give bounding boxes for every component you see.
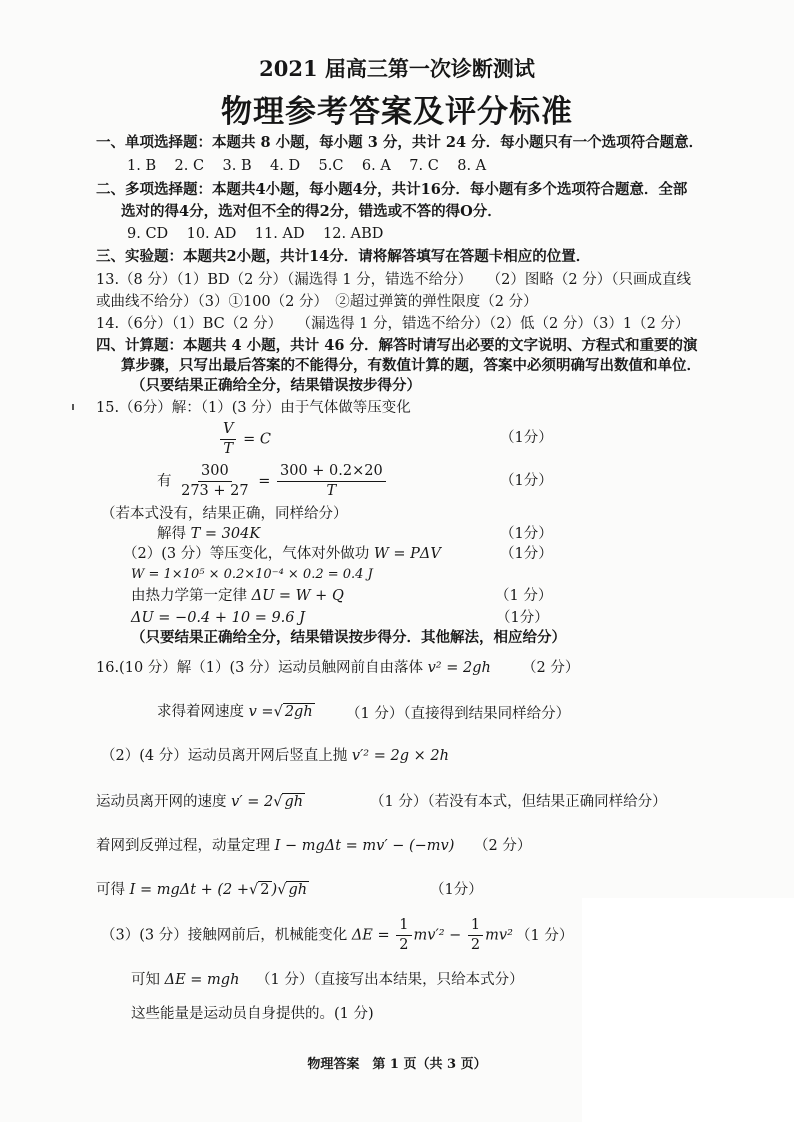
q16-line7-lhs: ΔE = <box>351 927 390 944</box>
q16-line8-eq: ΔE = mgh <box>164 972 240 988</box>
section2-answers: 9. CD 10. AD 11. AD 12. ABD <box>127 226 384 242</box>
q15-eq5-expr: ΔU = W + Q <box>251 588 344 604</box>
q15-eq2-fraction1 <box>178 462 252 501</box>
q16-line7-fraction2 <box>468 916 483 955</box>
q15-eq1-fraction <box>220 420 236 459</box>
q15-part2-score: （1分） <box>500 546 553 562</box>
section2-heading-line1: 二、多项选择题：本题共4小题，每小题4分，共计16分．每小题有多个选项符合题意．全部 <box>96 181 688 198</box>
q15-eq2-score: （1分） <box>500 473 553 489</box>
q16-line2-radicand: 2gh <box>284 704 313 720</box>
q16-line3 <box>101 746 449 766</box>
q15-intro: 15.（6分）解：（1）(3 分）由于气体做等压变化 <box>96 400 411 416</box>
q15-eq5-score: （1 分） <box>495 588 553 604</box>
q15-note1: （若本式没有，结果正确，同样给分） <box>101 506 348 522</box>
q16-intro-score: （2 分） <box>522 660 580 676</box>
q15-eq2-equals: = <box>258 473 271 490</box>
q16-intro-prefix: 16.(10 分）解（1）(3 分）运动员触网前自由落体 <box>96 660 423 676</box>
q14-line: 14.（6分）（1）BC（2 分） （漏选得 1 分，错选不给分）（2）低（2 分）（3）1（2 分） <box>96 316 690 332</box>
q16-line7-term1: mv′² <box>413 927 445 944</box>
q16-line5-score: （2 分） <box>474 838 532 854</box>
q15-eq2-prefix: 有 <box>157 473 172 490</box>
q15-eq3-prefix: 解得 <box>157 526 186 542</box>
q16-line5-prefix: 着网到反弹过程，动量定理 <box>96 838 270 854</box>
q15-eq4-expr: W = 1×10⁵ × 0.2×10⁻⁴ × 0.2 = 0.4 J <box>131 567 373 582</box>
page-footer: 物理答案 第 1 页（共 3 页） <box>307 1057 487 1072</box>
q16-line6-eq-a: I = mgΔt + (2 + <box>129 882 250 898</box>
q16-line2-prefix: 求得着网速度 <box>157 704 244 720</box>
q15-eq4 <box>131 566 373 584</box>
q15-part2-eq: W = PΔV <box>373 546 441 562</box>
q16-line7-frac2-den: 2 <box>470 937 481 953</box>
q15-eq1-numerator: V <box>220 420 236 440</box>
section4-heading-line3: （只要结果正确给全分，结果错误按步得分） <box>131 377 421 394</box>
q15-note2: （只要结果正确给全分，结果错误按步得分．其他解法，相应给分） <box>131 629 566 646</box>
q16-line2-score: （1 分）（直接得到结果同样给分） <box>346 706 571 722</box>
q15-eq5-prefix: 由热力学第一定律 <box>131 588 247 604</box>
q15-eq3-expr: T = 304K <box>190 526 261 542</box>
q16-line6 <box>96 880 309 900</box>
q16-line2-lhs: v = <box>248 704 274 720</box>
q16-line6-eq-b: ) <box>271 882 278 898</box>
q15-eq5 <box>131 586 344 606</box>
q15-eq6-expr: ΔU = −0.4 + 10 = 9.6 J <box>131 610 305 626</box>
q16-line7-minus: − <box>449 927 462 944</box>
q15-part2-prefix: （2）(3 分）等压变化，气体对外做功 <box>123 546 370 562</box>
document-title: 物理参考答案及评分标准 <box>221 94 573 130</box>
blank-area <box>582 898 794 1122</box>
q16-line7-frac1-den: 2 <box>399 937 409 953</box>
q15-eq1-denominator: T <box>223 441 234 457</box>
q15-part2 <box>123 544 441 564</box>
q16-line7-frac1-num: 1 <box>396 916 411 936</box>
q15-eq2-num2: 300 + 0.2×20 <box>277 462 386 482</box>
q16-line7-fraction1 <box>396 916 411 955</box>
section2-heading-line2: 选对的得4分，选对但不全的得2分，错选或不答的得O分． <box>121 203 502 220</box>
q16-line4-radicand: gh <box>284 794 304 810</box>
q15-eq2-num1: 300 <box>198 462 232 482</box>
section4-heading-line1: 四、计算题：本题共 4 小题，共计 46 分．解答时请写出必要的文字说明、方程式和重要的演 <box>96 337 698 354</box>
q16-line6-radicand1: 2 <box>260 882 270 898</box>
q16-line7 <box>101 916 513 955</box>
q16-line4-prefix: 运动员离开网的速度 <box>96 794 227 810</box>
q16-line6-score: （1分） <box>430 882 483 898</box>
q16-line4-lhs: v′ = 2 <box>231 794 274 810</box>
q15-eq2-fraction2 <box>277 462 386 501</box>
q15-eq3 <box>157 524 260 544</box>
scan-speck <box>72 404 74 410</box>
q16-line8-score: （1 分）（直接写出本结果，只给本式分） <box>256 972 524 988</box>
q16-line3-prefix: （2）(4 分）运动员离开网后竖直上抛 <box>101 748 348 764</box>
section3-heading: 三、实验题：本题共2小题，共计14分．请将解答填写在答题卡相应的位置． <box>96 248 591 265</box>
q16-line3-eq: v′² = 2g × 2h <box>351 748 449 764</box>
q16-line5 <box>96 836 454 856</box>
sqrt-symbol: √ <box>273 794 283 810</box>
q16-line6-prefix: 可得 <box>96 882 125 898</box>
q13-line2: 或曲线不给分）（3）①100（2 分） ②超过弹簧的弹性限度（2 分） <box>96 294 538 310</box>
q16-intro <box>96 658 491 678</box>
q16-line4-score: （1 分）（若没有本式，但结果正确同样给分） <box>370 794 667 810</box>
q16-line6-radicand2: gh <box>288 882 308 898</box>
q13-line1: 13.（8 分）（1）BD（2 分）（漏选得 1 分，错选不给分） （2）图略（2 分）（只画成直线 <box>96 272 691 288</box>
q15-eq1 <box>218 420 271 459</box>
section4-heading-line2: 算步骤，只写出最后答案的不能得分，有数值计算的题，答案中必须明确写出数值和单位． <box>121 357 701 374</box>
q16-line2 <box>157 702 315 722</box>
q15-eq2 <box>157 462 388 501</box>
q16-intro-eq: v² = 2gh <box>427 660 491 676</box>
section1-answers: 1. B 2. C 3. B 4. D 5.C 6. A 7. C 8. A <box>127 158 487 174</box>
section1-heading: 一、单项选择题：本题共 8 小题，每小题 3 分，共计 24 分．每小题只有一个选项符合题意． <box>96 134 704 151</box>
q15-eq6 <box>131 608 305 628</box>
sqrt-symbol: √ <box>277 882 287 898</box>
q16-line7-prefix: （3）(3 分）接触网前后，机械能变化 <box>101 927 348 944</box>
q15-eq6-score: （1分） <box>496 610 549 626</box>
q16-line9: 这些能量是运动员自身提供的。(1 分) <box>131 1006 374 1022</box>
q16-line7-term2: mv² <box>485 927 513 944</box>
q15-eq2-den2: T <box>326 483 337 499</box>
q15-eq3-score: （1分） <box>500 526 553 542</box>
q16-line7-score: （1 分） <box>516 928 574 944</box>
exam-title: 2021 届高三第一次诊断测试 <box>259 56 535 81</box>
q15-eq1-score: （1分） <box>500 430 553 446</box>
q15-eq2-den1: 273 + 27 <box>181 483 249 499</box>
sqrt-symbol: √ <box>249 882 259 898</box>
q16-line4 <box>96 792 305 812</box>
q16-line7-frac2-num: 1 <box>468 916 483 936</box>
sqrt-symbol: √ <box>273 704 283 720</box>
q16-line8-prefix: 可知 <box>131 972 160 988</box>
q15-eq1-rhs: = C <box>243 431 271 448</box>
q16-line5-eq: I − mgΔt = mv′ − (−mv) <box>274 838 455 854</box>
q16-line8 <box>131 970 239 990</box>
